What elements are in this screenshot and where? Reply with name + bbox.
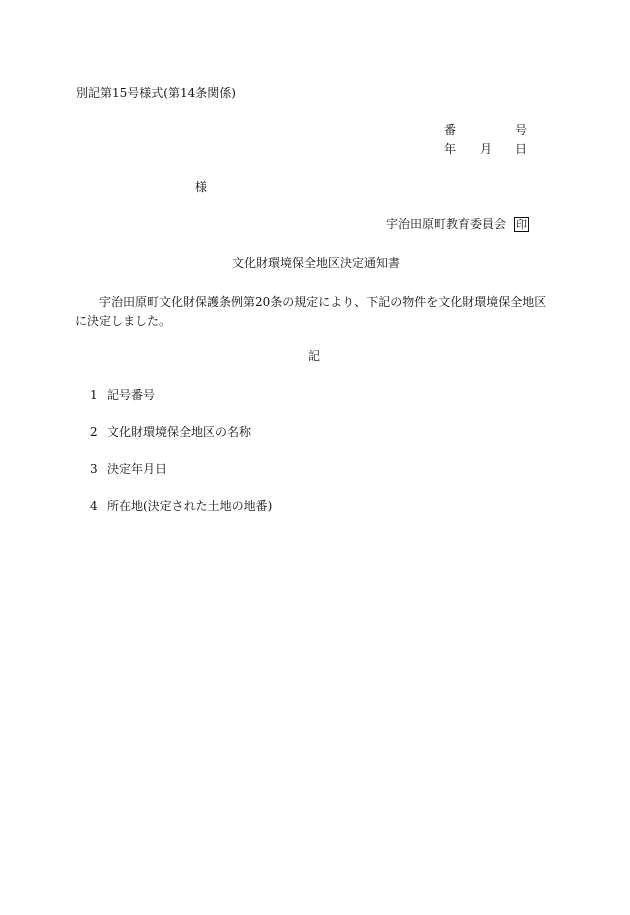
issuer-line <box>386 217 529 232</box>
item-label: 文化財環境保全地区の名称 <box>107 425 252 439</box>
date-day: 日 <box>515 142 528 156</box>
item-number: 3 <box>90 462 98 476</box>
form-reference: 別記第15号様式(第14条関係) <box>76 86 236 100</box>
date-month: 月 <box>480 142 493 156</box>
seal-mark: 印 <box>516 218 528 231</box>
item-number: 4 <box>90 499 98 513</box>
ki-heading: 記 <box>308 349 321 363</box>
list-item <box>90 499 272 513</box>
number-label-go: 号 <box>515 123 528 137</box>
issuer-name: 宇治田原町教育委員会 <box>386 217 507 231</box>
number-label-ban: 番 <box>444 123 457 137</box>
list-item <box>90 425 251 439</box>
item-label: 決定年月日 <box>107 462 168 476</box>
item-label: 記号番号 <box>107 388 156 402</box>
document-title: 文化財環境保全地区決定通知書 <box>232 256 401 270</box>
addressee-suffix: 様 <box>195 180 208 194</box>
body-paragraph: 宇治田原町文化財保護条例第20条の規定により、下記の物件を文化財環境保全地区に決定しました。 <box>75 295 547 328</box>
item-number: 2 <box>90 425 98 439</box>
date-year: 年 <box>444 142 457 156</box>
item-label: 所在地(決定された土地の地番) <box>107 499 273 513</box>
list-item <box>90 388 155 402</box>
list-item <box>90 462 167 476</box>
item-number: 1 <box>90 388 98 402</box>
